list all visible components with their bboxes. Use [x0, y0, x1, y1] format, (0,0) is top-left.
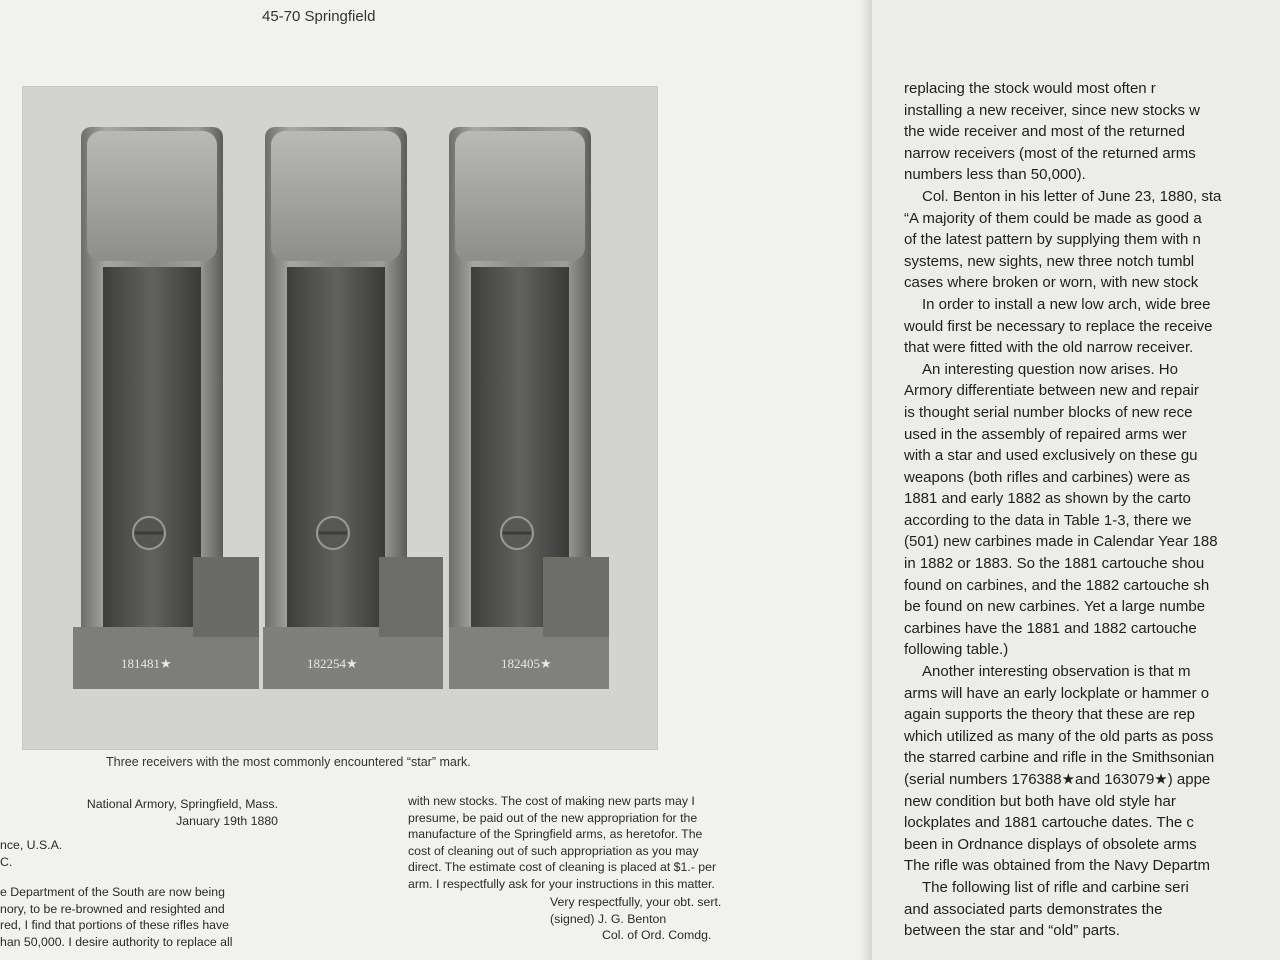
text-line: the starred carbine and rifle in the Smithsonian [904, 749, 1215, 767]
text-line: again supports the theory that these are rep [904, 706, 1196, 724]
text-line: installing a new receiver, since new stocks w [904, 101, 1200, 119]
text-line: of the latest pattern by supplying them with n [904, 231, 1201, 249]
text-line: The following list of rifle and carbine seri [922, 878, 1189, 896]
text-line: weapons (both rifles and carbines) were as [904, 468, 1190, 486]
serial-stamp-2: 182254★ [307, 656, 358, 671]
text-line: lockplates and 1881 cartouche dates. The c [904, 814, 1194, 832]
right-page-body [904, 78, 1280, 942]
text-line: arms will have an early lockplate or hammer o [904, 684, 1210, 702]
letter-line: cost of cleaning out of such appropriation as you may [408, 843, 699, 858]
letter-column-right [408, 793, 804, 944]
serial-stamp-3: 182405★ [501, 656, 552, 671]
letter-line: National Armory, Springfield, Mass. [86, 797, 278, 811]
letter-line: with new stocks. The cost of making new parts may I [408, 794, 695, 808]
letter-line: direct. The estimate cost of cleaning is placed at $1.- per [408, 860, 717, 874]
text-line: is thought serial number blocks of new rece [904, 403, 1193, 421]
receiver-2 [263, 127, 443, 689]
text-line: (serial numbers 176388★and 163079★) appe [904, 771, 1211, 788]
text-line: narrow receivers (most of the returned arms [904, 144, 1196, 162]
text-line: according to the data in Table 1-3, there we [904, 511, 1192, 529]
text-line: cases where broken or worn, with new stock [904, 274, 1199, 292]
letter-line: nory, to be re-browned and resighted and [0, 901, 225, 916]
text-line: between the star and “old” parts. [904, 922, 1120, 940]
text-line: The rifle was obtained from the Navy Departm [904, 857, 1210, 875]
running-head: 45-70 Springfield [262, 8, 376, 25]
letter-line: red, I find that portions of these rifles have [0, 918, 229, 932]
text-line: Col. Benton in his letter of June 23, 1880, sta [922, 187, 1222, 205]
text-line: that were fitted with the old narrow receiver. [904, 339, 1194, 357]
text-line: An interesting question now arises. Ho [922, 360, 1178, 378]
receivers-photo [22, 86, 658, 750]
text-line: with a star and used exclusively on these gu [904, 447, 1198, 465]
receiver-1 [73, 127, 259, 689]
letter-line: C. [0, 854, 13, 869]
letter-line: presume, be paid out of the new appropriation for the [408, 810, 698, 825]
letter-line: manufacture of the Springfield arms, as heretofor. The [408, 827, 703, 841]
signature-line: Col. of Ord. Comdg. [602, 928, 712, 942]
text-line: the wide receiver and most of the returned [904, 123, 1185, 141]
text-line: “A majority of them could be made as good a [904, 209, 1202, 227]
letter-line: January 19th 1880 [176, 813, 278, 828]
text-line: and associated parts demonstrates the [904, 900, 1163, 918]
text-line: would first be necessary to replace the receive [904, 317, 1213, 335]
photo-caption: Three receivers with the most commonly encountered “star” mark. [106, 755, 471, 769]
text-line: in 1882 or 1883. So the 1881 cartouche shou [904, 555, 1205, 573]
text-line: Armory differentiate between new and repair [904, 382, 1199, 400]
text-line: replacing the stock would most often r [904, 80, 1156, 97]
signature-line: Very respectfully, your obt. sert. [550, 895, 722, 909]
right-page [872, 0, 1280, 960]
letter-line: han 50,000. I desire authority to replace all [0, 934, 233, 949]
text-line: following table.) [904, 641, 1009, 659]
text-line: In order to install a new low arch, wide bree [922, 295, 1211, 313]
text-line: be found on new carbines. Yet a large numbe [904, 598, 1206, 616]
text-line: Another interesting observation is that m [922, 663, 1191, 681]
letter-line: nce, U.S.A. [0, 838, 63, 852]
serial-stamp-1: 181481★ [121, 656, 172, 671]
text-line: used in the assembly of repaired arms wer [904, 425, 1187, 443]
text-line: systems, new sights, new three notch tumbl [904, 252, 1195, 270]
text-line: (501) new carbines made in Calendar Year 188 [904, 533, 1218, 551]
letter-line: arm. I respectfully ask for your instructions in this matter. [408, 876, 715, 891]
text-line: been in Ordnance displays of obsolete arms [904, 835, 1197, 853]
text-line: carbines have the 1881 and 1882 cartouche [904, 619, 1197, 637]
signature-line: (signed) J. G. Benton [550, 911, 667, 926]
letter-column-left [0, 796, 290, 950]
text-line: found on carbines, and the 1882 cartouche sh [904, 576, 1210, 594]
text-line: numbers less than 50,000). [904, 166, 1086, 184]
letter-line: e Department of the South are now being [0, 885, 225, 899]
text-line: 1881 and early 1882 as shown by the carto [904, 490, 1191, 508]
text-line: new condition but both have old style har [904, 792, 1176, 810]
text-line: which utilized as many of the old parts as poss [904, 727, 1214, 745]
receiver-3 [449, 127, 609, 689]
